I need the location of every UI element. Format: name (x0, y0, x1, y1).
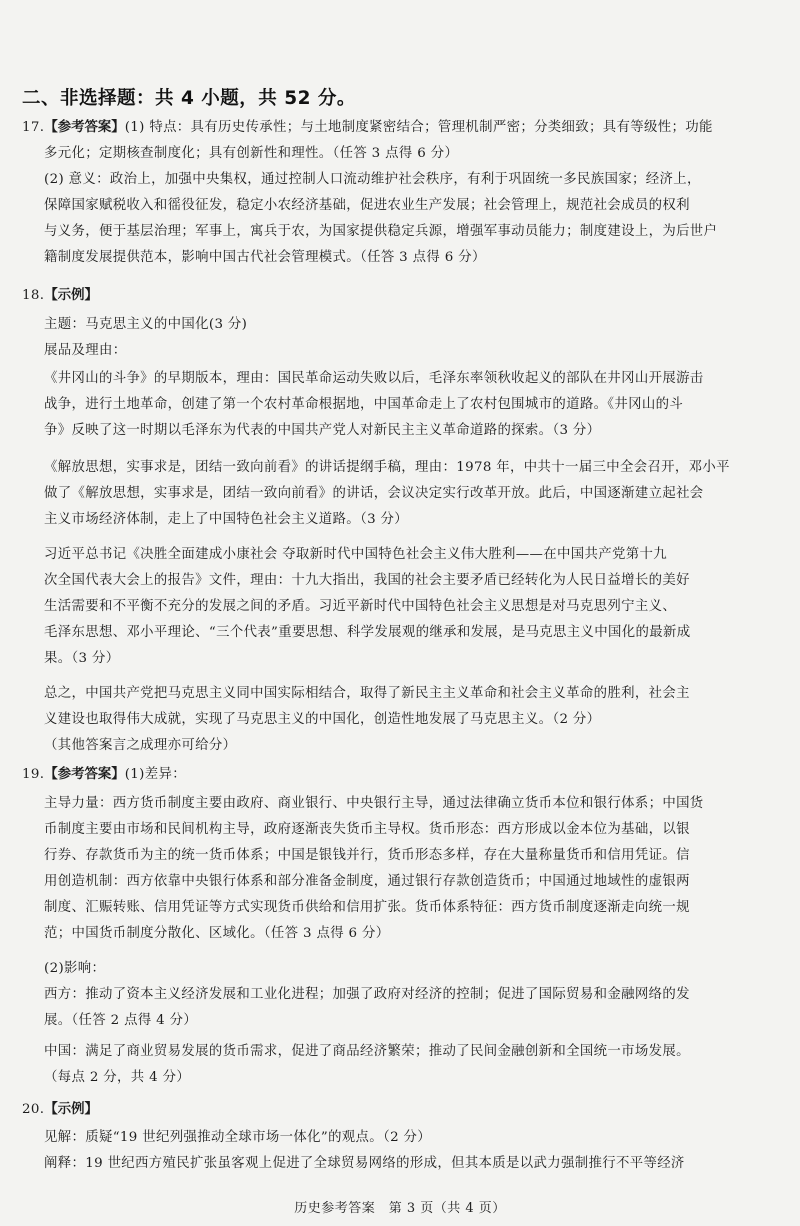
q19-line: 范；中国货币制度分散化、区域化。（任答 3 点得 6 分） (44, 926, 390, 941)
q18-line: 习近平总书记《决胜全面建成小康社会 夺取新时代中国特色社会主义伟大胜利——在中国共产党第十九 (44, 547, 667, 562)
q18-line: 毛泽东思想、邓小平理论、“三个代表”重要思想、科学发展观的继承和发展，是马克思主义中国化的最新成 (44, 625, 691, 640)
q17-line: 多元化；定期核查制度化；具有创新性和理性。（任答 3 点得 6 分） (44, 146, 459, 161)
q18-line: 果。（3 分） (44, 651, 120, 666)
q17-line: 保障国家赋税收入和徭役征发，稳定小农经济基础，促进农业生产发展；社会管理上，规范社会成员的权利 (44, 198, 690, 213)
q18-line: 战争，进行土地革命，创建了第一个农村革命根据地，中国革命走上了农村包围城市的道路。《井冈山的斗 (44, 397, 684, 412)
q19-line: (1)差异： (124, 767, 186, 782)
q19-line: 主导力量：西方货币制度主要由政府、商业银行、中央银行主导，通过法律确立货币本位和银行体系；中国货 (44, 796, 704, 811)
q17-tag: 【参考答案】 (44, 120, 125, 135)
q19-header (22, 765, 186, 785)
q19-line: 西方：推动了资本主义经济发展和工业化进程；加强了政府对经济的控制；促进了国际贸易和金融网络的发 (44, 987, 690, 1002)
q18-line: 争》反映了这一时期以毛泽东为代表的中国共产党人对新民主主义革命道路的探索。（3 分） (44, 423, 601, 438)
q18-line: 做了《解放思想，实事求是，团结一致向前看》的讲话，会议决定实行改革开放。此后，中国逐渐建立起社会 (44, 486, 704, 501)
q19-tag: 【参考答案】 (44, 767, 125, 782)
q19-line: 行券、存款货币为主的统一货币体系；中国是银钱并行，货币形态多样，存在大量称量货币和信用凭证。信 (44, 848, 690, 863)
q20-line: 见解：质疑“19 世纪列强推动全球市场一体化”的观点。（2 分） (44, 1130, 432, 1145)
q19-line: 币制度主要由市场和民间机构主导，政府逐渐丧失货币主导权。货币形态：西方形成以金本位为基础，以银 (44, 822, 690, 837)
q18-line: 主题：马克思主义的中国化(3 分) (44, 317, 248, 332)
q18-line: 生活需要和不平衡不充分的发展之间的矛盾。习近平新时代中国特色社会主义思想是对马克思列宁主义、 (44, 599, 677, 614)
q17-line: 与义务，便于基层治理；军事上，寓兵于农，为国家提供稳定兵源，增强军事动员能力；制度建设上，为后世户 (44, 224, 718, 239)
q20-number: 20. (22, 1102, 45, 1117)
q20-tag: 【示例】 (44, 1102, 98, 1117)
q18-tag: 【示例】 (44, 288, 98, 303)
q19-line: 中国：满足了商业贸易发展的货币需求，促进了商品经济繁荣；推动了民间金融创新和全国统一市场发展。 (44, 1044, 690, 1059)
q18-number: 18. (22, 288, 45, 303)
q19-line: 用创造机制：西方依靠中央银行体系和部分准备金制度，通过银行存款创造货币；中国通过地域性的虚银两 (44, 874, 690, 889)
section-title: 二、非选择题：共 4 小题，共 52 分。 (22, 88, 356, 109)
q17-header (22, 118, 713, 138)
q19-line: 制度、汇赈转账、信用凭证等方式实现货币供给和信用扩张。货币体系特征：西方货币制度逐渐走向统一规 (44, 900, 690, 915)
q18-line: 《井冈山的斗争》的早期版本，理由：国民革命运动失败以后，毛泽东率领秋收起义的部队在井冈山开展游击 (44, 371, 704, 386)
q18-header (22, 286, 98, 306)
q18-line: 主义市场经济体制，走上了中国特色社会主义道路。（3 分） (44, 512, 409, 527)
q18-line: 次全国代表大会上的报告》文件，理由：十九大指出，我国的社会主要矛盾已经转化为人民日益增长的美好 (44, 573, 690, 588)
q17-line: 籍制度发展提供范本，影响中国古代社会管理模式。（任答 3 点得 6 分） (44, 250, 486, 265)
q19-line: (2)影响： (44, 961, 106, 976)
q20-line: 阐释：19 世纪西方殖民扩张虽客观上促进了全球贸易网络的形成，但其本质是以武力强制推行不平等经济 (44, 1156, 685, 1171)
q18-line: 《解放思想，实事求是，团结一致向前看》的讲话提纲手稿，理由：1978 年，中共十一届三中全会召开，邓小平 (44, 460, 730, 475)
q18-line: （其他答案言之成理亦可给分） (44, 738, 237, 753)
q18-line: 展品及理由： (44, 343, 127, 358)
q18-line: 义建设也取得伟大成就，实现了马克思主义的中国化，创造性地发展了马克思主义。（2 分） (44, 712, 601, 727)
q17-number: 17. (22, 120, 45, 135)
q20-header (22, 1100, 98, 1120)
q19-number: 19. (22, 767, 45, 782)
q19-line: 展。（任答 2 点得 4 分） (44, 1013, 198, 1028)
q17-line: (1) 特点：具有历史传承性；与土地制度紧密结合；管理机制严密；分类细致；具有等级性；功能 (124, 120, 713, 135)
q17-line: (2) 意义：政治上，加强中央集权，通过控制人口流动维护社会秩序，有利于巩固统一多民族国家；经济上， (44, 172, 701, 187)
q18-line: 总之，中国共产党把马克思主义同中国实际相结合，取得了新民主主义革命和社会主义革命的胜利，社会主 (44, 686, 690, 701)
q19-line: （每点 2 分，共 4 分） (44, 1070, 191, 1085)
page-footer: 历史参考答案 第 3 页（共 4 页） (294, 1201, 506, 1216)
